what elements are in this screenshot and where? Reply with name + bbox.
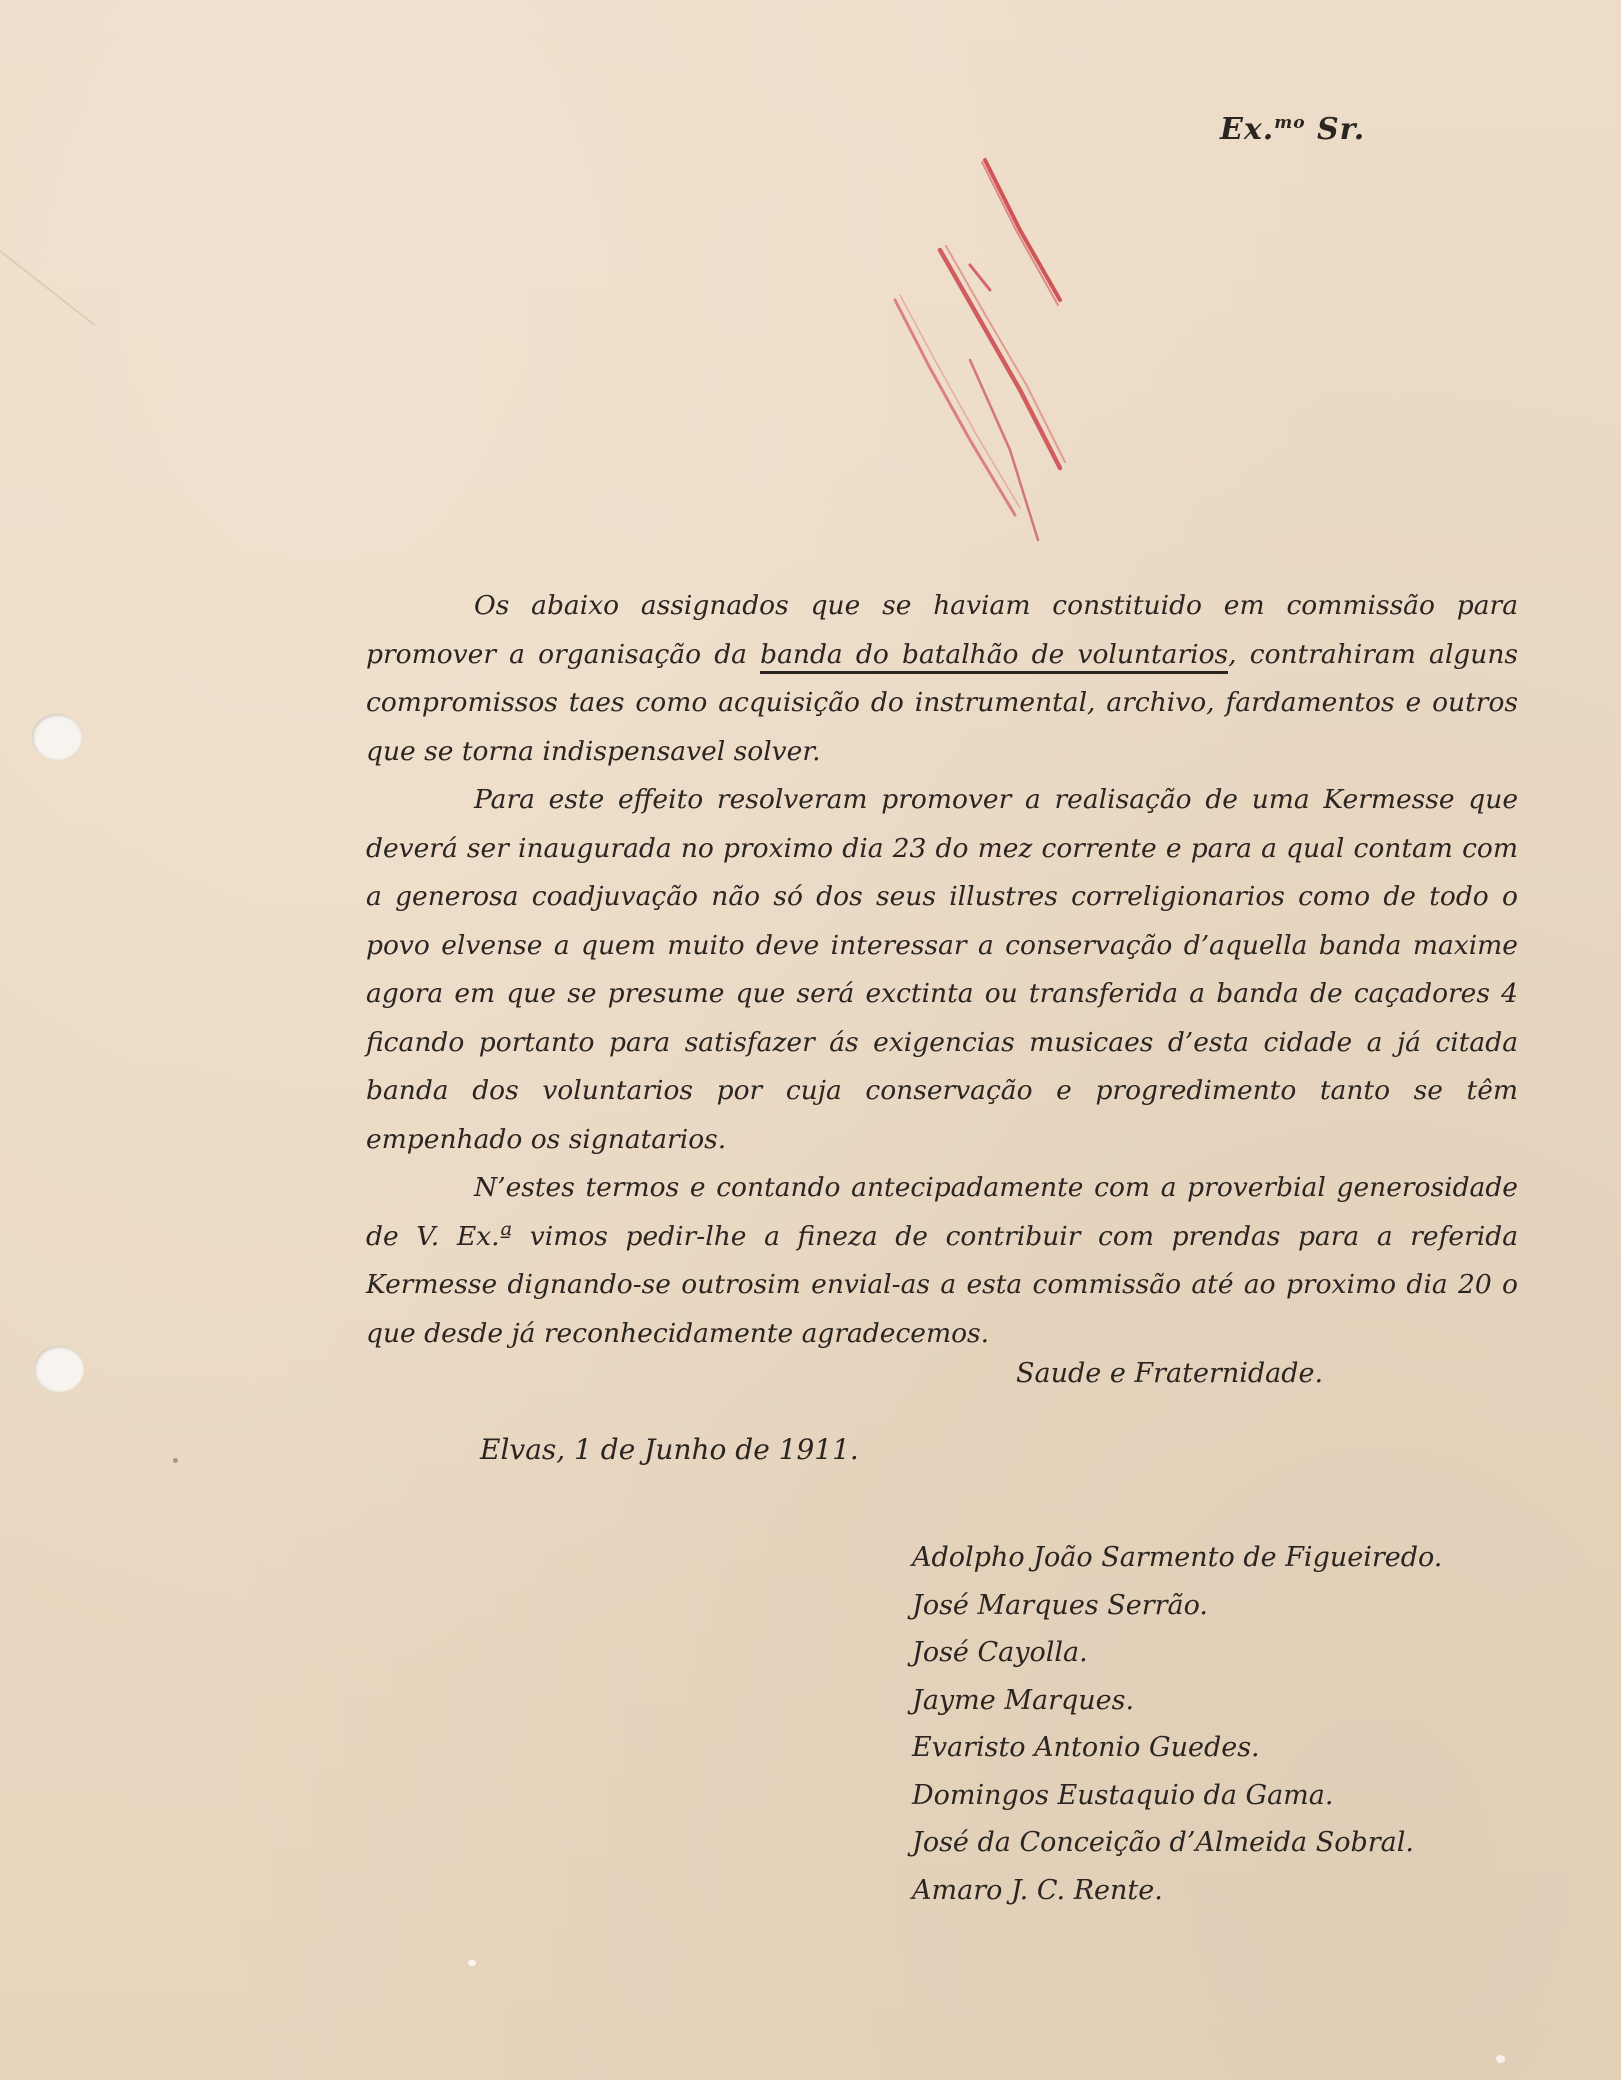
signatory: José da Conceição d’Almeida Sobral.: [912, 1827, 1414, 1858]
red-pencil-mark: [870, 150, 1110, 550]
paper-speck: [1496, 2055, 1505, 2063]
paragraph-1-before: Os abaixo assignados que se haviam constituido em commissão para promover a organisação da: [366, 590, 1518, 670]
salutation-superscript: mo: [1274, 113, 1306, 133]
signatory: José Cayolla.: [912, 1637, 1088, 1668]
place-and-date: Elvas, 1 de Junho de 1911.: [480, 1433, 859, 1466]
red-stroke-6: [900, 295, 1020, 508]
red-stroke-3: [940, 250, 1060, 468]
closing-greeting: Saude e Fraternidade.: [1016, 1358, 1324, 1389]
signatory: Adolpho João Sarmento de Figueiredo.: [912, 1542, 1443, 1573]
signatory: Domingos Eustaquio da Gama.: [912, 1779, 1334, 1811]
paragraph-3: N’estes termos e contando antecipadamente com a proverbial generosidade de V. Ex.ª vimos pedir-lhe a fineza de contribuir com prendas para a referida Kermesse dignando-se outrosim envial-as a esta commissão até ao proximo dia 20 o que desde já reconhecidamente agradecemos.: [366, 1172, 1518, 1349]
punch-hole-bottom: [34, 1346, 84, 1392]
salutation-end: Sr.: [1305, 112, 1366, 147]
paragraph-2: Para este effeito resolveram promover a realisação de uma Kermesse que deverá ser inaugurada no proximo dia 23 do mez corrente e para a qual contam com a generosa coadjuvação não só dos seus illustres correligionarios como de todo o povo elvense a quem muito deve interessar a conservação d’aquella banda maxime agora em que se presume que será exctinta ou transferida a banda de caçadores 4 ficando portanto para satisfazer ás exigencias musicaes d’esta cidade a já citada banda dos voluntarios por cuja conservação e progredimento tanto se têm empenhado os signatarios.: [366, 784, 1518, 1155]
paper-speck: [173, 1458, 178, 1463]
red-stroke-5: [895, 300, 1015, 515]
punch-hole-top: [32, 714, 82, 760]
paragraph-1-after: , contrahiram alguns compromissos taes como acquisição do instrumental, archivo, fardamentos e outros que se torna indispensavel solver.: [366, 638, 1518, 767]
letter-body: [366, 582, 1518, 1358]
signatory: Amaro J. C. Rente.: [912, 1874, 1163, 1906]
signatory: Evaristo Antonio Guedes.: [912, 1732, 1260, 1763]
signatory: José Marques Serrão.: [912, 1589, 1208, 1621]
signatory-list: [912, 1534, 1442, 1914]
paper-fold-crease: [0, 250, 95, 325]
red-stroke-1: [985, 160, 1060, 300]
salutation: [1220, 112, 1420, 147]
paper-speck: [468, 1960, 476, 1966]
signatory: Jayme Marques.: [912, 1684, 1135, 1716]
red-stroke-7: [970, 265, 990, 290]
salutation-main: Ex.: [1220, 112, 1275, 147]
paragraph-1-underlined-phrase: banda do batalhão de voluntarios: [760, 639, 1228, 674]
paragraph-1: [366, 582, 1518, 776]
